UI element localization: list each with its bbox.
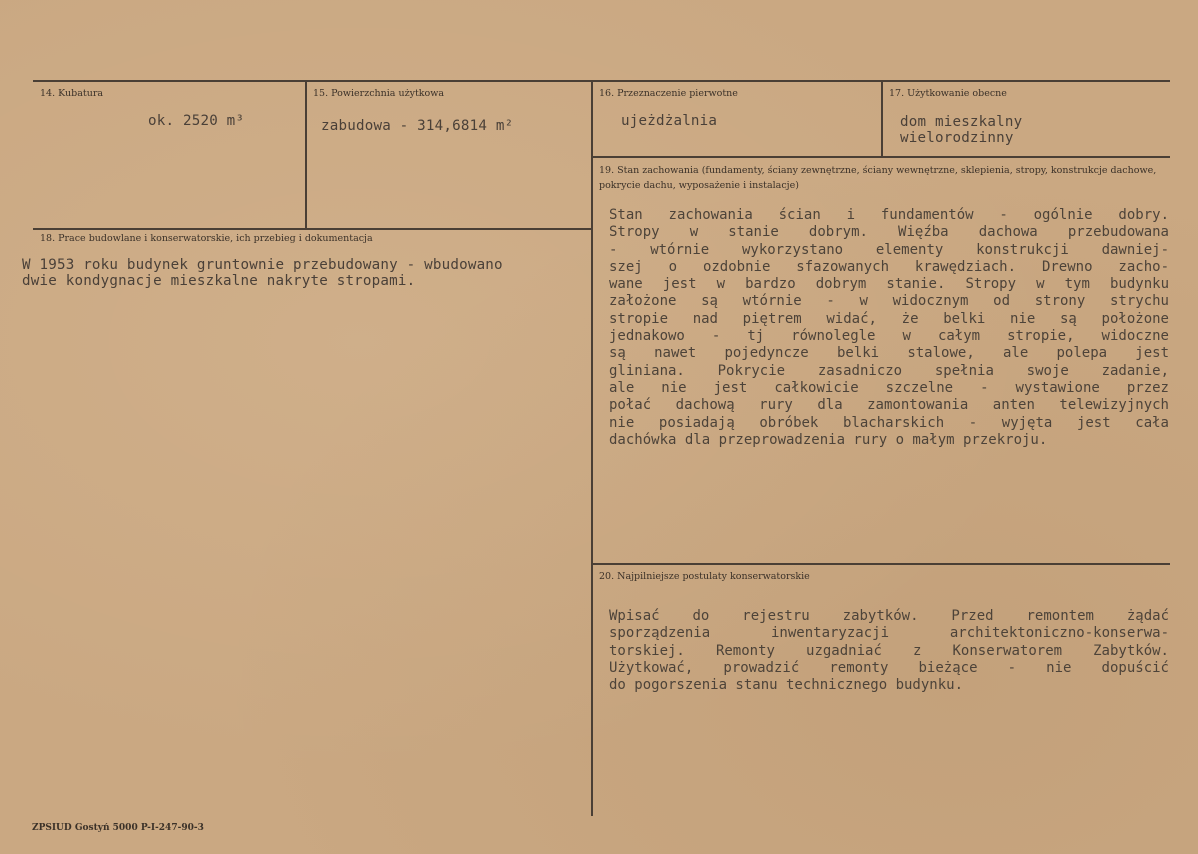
field-17-label: 17. Użytkowanie obecne [889,88,1007,99]
field-16-value: ujeżdżalnia [621,113,718,129]
field-20-line: sporządzenia inwentaryzacji architektoniczno-konserwa- [609,625,1169,642]
field-19-line: połać dachową rury dla zamontowania anten telewizyjnych [609,397,1169,414]
field-15-value: zabudowa - 314,6814 m² [321,118,514,134]
divider-14-15 [305,80,307,228]
field-19-line: jednakowo - tj równolegle w całym stropie, widoczne [609,328,1169,345]
field-16-label: 16. Przeznaczenie pierwotne [599,88,738,99]
field-20-line: Wpisać do rejestru zabytków. Przed remontem żądać [609,608,1169,624]
field-19-line: szej o ozdobnie sfazowanych krawędziach. Drewno zacho- [609,258,1169,275]
field-19-line: nie posiadają obróbek blacharskich - wyjęta jest cała [609,414,1169,431]
rule-14-15-bottom [33,228,591,230]
field-20-label: 20. Najpilniejsze postulaty konserwatorskie [599,571,810,582]
field-18-line-1: W 1953 roku budynek gruntownie przebudowany - wbudowano [22,257,503,273]
divider-16-17 [881,80,883,156]
field-18-line-2: dwie kondygnacje mieszkalne nakryte stropami. [22,273,416,289]
field-14-label: 14. Kubatura [40,88,104,99]
rule-19-bottom [591,563,1170,565]
rule-16-17-bottom [591,156,1170,158]
field-19-line: są nawet pojedyncze belki stalowe, ale polepa jest [609,345,1169,362]
field-18-label: 18. Prace budowlane i konserwatorskie, ich przebieg i dokumentacja [40,233,373,244]
center-divider [591,80,593,816]
field-19-line: ale nie jest całkowicie szczelne - wystawione przez [609,379,1169,396]
field-20-text [609,608,1169,694]
field-19-text [609,207,1169,449]
field-14-value: ok. 2520 m³ [148,113,245,129]
field-19-line: dachówka dla przeprowadzenia rury o małym przekroju. [609,431,1048,448]
field-15-label: 15. Powierzchnia użytkowa [313,88,445,99]
field-20-line: Użytkować, prowadzić remonty bieżące - nie dopuścić [609,659,1169,676]
field-19-line: - wtórnie wykorzystano elementy konstrukcji dawniej- [609,241,1169,258]
field-19-line: stropie nad piętrem widać, że belki nie są położone [609,310,1169,327]
field-19-line: Stan zachowania ścian i fundamentów - ogólnie dobry. [609,207,1169,223]
field-19-line: Stropy w stanie dobrym. Więźba dachowa przebudowana [609,224,1169,241]
field-19-line: założone są wtórnie - w widocznym od strony strychu [609,293,1169,310]
field-20-line: do pogorszenia stanu technicznego budynku. [609,677,964,694]
top-rule [33,80,1170,82]
field-17-line-2: wielorodzinny [900,130,1014,146]
field-19-label: 19. Stan zachowania (fundamenty, ściany zewnętrzne, ściany wewnętrzne, sklepienia, stropy, konstrukcje dachowe, pokrycie dachu, wyposażenie i instalacje) [599,165,1157,191]
field-20-line: torskiej. Remonty uzgadniać z Konserwatorem Zabytków. [609,642,1169,659]
field-19-line: gliniana. Pokrycie zasadniczo spełnia swoje zadanie, [609,362,1169,379]
print-footer: ZPSIUD Gostyń 5000 P-I-247-90-3 [32,823,204,833]
field-17-line-1: dom mieszkalny [900,114,1023,130]
field-19-line: wane jest w bardzo dobrym stanie. Stropy w tym budynku [609,276,1169,293]
